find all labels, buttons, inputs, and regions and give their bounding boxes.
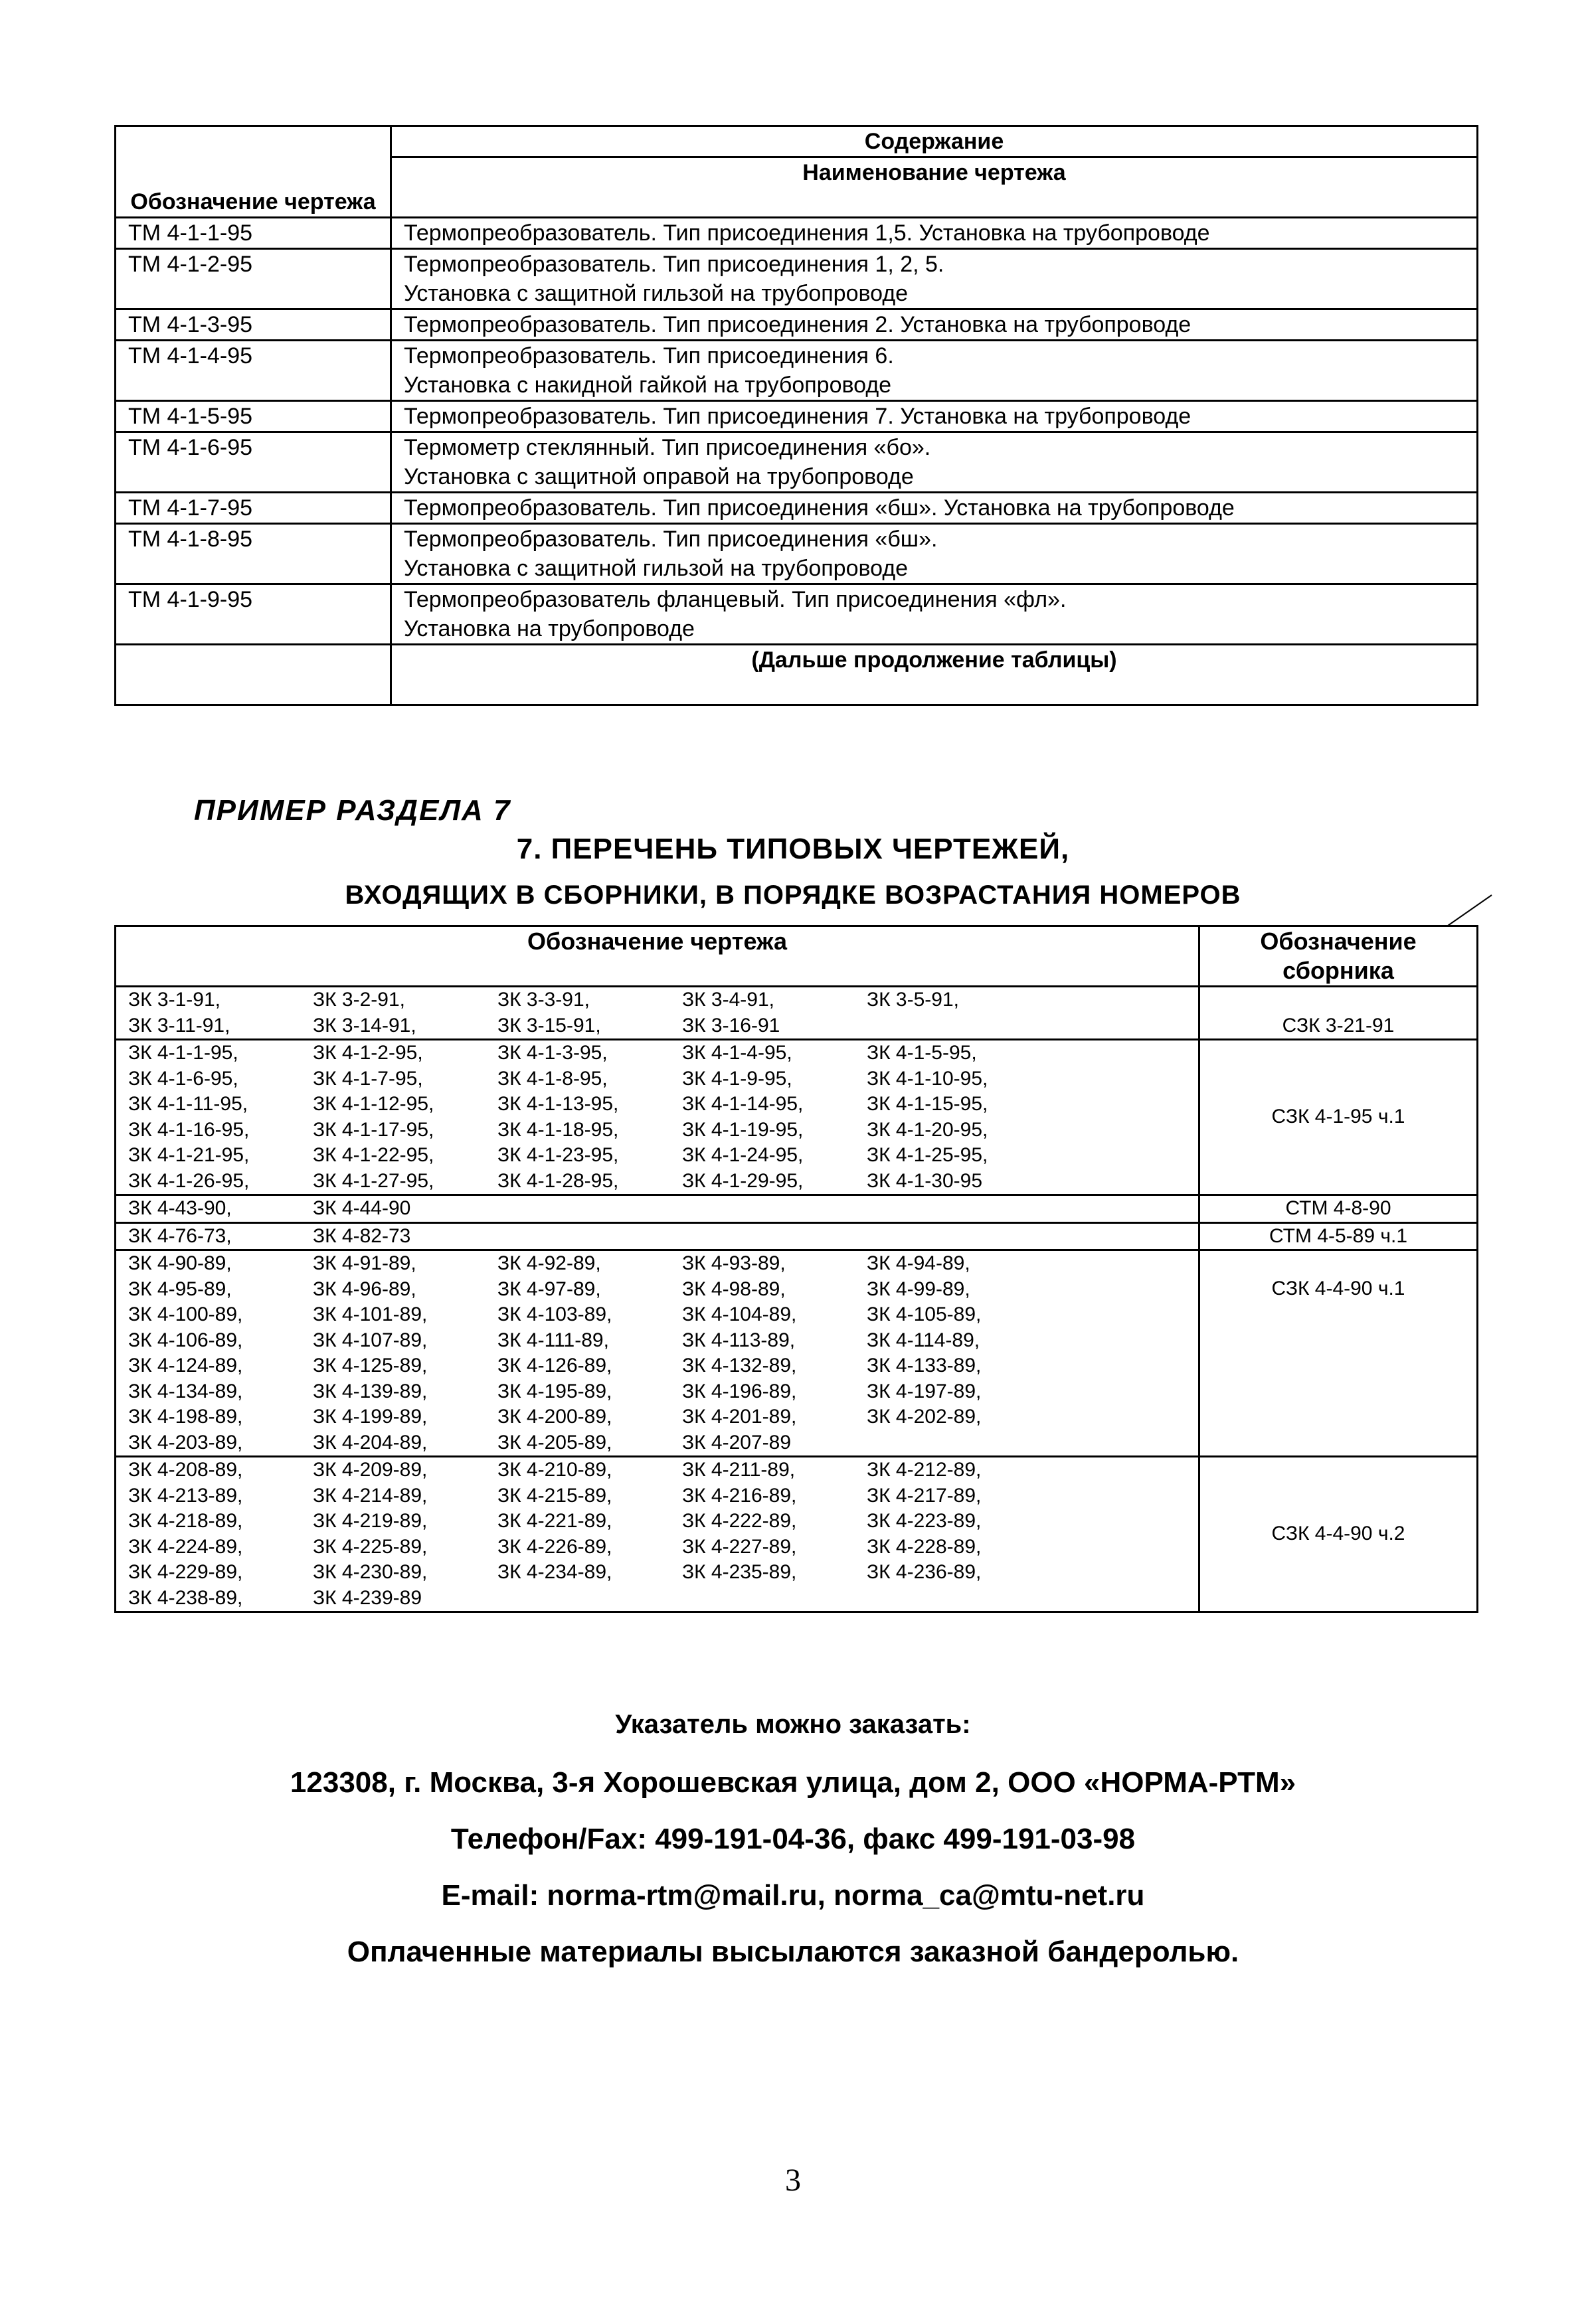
drawing-code-item: ЗК 4-211-89, — [682, 1459, 796, 1481]
drawing-codes-line — [128, 1586, 1186, 1612]
drawing-codes-line — [128, 1040, 1186, 1066]
drawing-codes-cell — [116, 1195, 1199, 1223]
drawing-name-line: Установка с защитной оправой на трубопроводе — [404, 464, 914, 489]
drawing-code: ТМ 4-1-5-95 — [116, 401, 391, 432]
drawing-code-item: ЗК 4-1-24-95, — [682, 1144, 804, 1166]
drawing-name-line: Установка с защитной гильзой на трубопроводе — [404, 281, 909, 306]
drawing-code-item: ЗК 4-227-89, — [682, 1535, 797, 1558]
drawing-name-line: Установка с защитной гильзой на трубопроводе — [404, 556, 909, 581]
drawing-code-item: ЗК 4-113-89, — [682, 1329, 796, 1351]
drawing-code-item: ЗК 4-44-90 — [313, 1197, 411, 1219]
drawing-code-item: ЗК 4-93-89, — [682, 1252, 786, 1274]
drawing-code-item: ЗК 4-203-89, — [128, 1431, 243, 1453]
drawing-code-item: ЗК 3-11-91, — [128, 1014, 230, 1037]
contents-row — [116, 584, 1478, 645]
drawing-codes-cell — [116, 987, 1199, 1040]
section-title-line1: 7. ПЕРЕЧЕНЬ ТИПОВЫХ ЧЕРТЕЖЕЙ, — [516, 833, 1070, 865]
collection-code: СЗК 4-4-90 ч.2 — [1199, 1457, 1478, 1612]
drawing-name-line: Термометр стеклянный. Тип присоединения «бо». — [404, 435, 931, 460]
drawing-code-item: ЗК 4-105-89, — [867, 1303, 982, 1325]
drawing-code: ТМ 4-1-2-95 — [116, 249, 391, 309]
drawing-code-item: ЗК 4-124-89, — [128, 1355, 243, 1376]
collection-group-row — [116, 987, 1478, 1040]
drawing-code-item: ЗК 4-1-9-95, — [682, 1067, 792, 1090]
drawing-code-item: ЗК 3-15-91, — [497, 1014, 601, 1037]
drawing-code-item: ЗК 4-229-89, — [128, 1561, 243, 1583]
contents-table — [114, 125, 1478, 706]
drawing-code-item: ЗК 4-212-89, — [867, 1459, 982, 1481]
drawing-code-item: ЗК 4-133-89, — [867, 1355, 982, 1376]
drawing-code-item: ЗК 4-1-19-95, — [682, 1118, 804, 1141]
drawing-name-line: Термопреобразователь фланцевый. Тип присоединения «фл». — [404, 587, 1067, 612]
drawing-code-item: ЗК 4-91-89, — [313, 1252, 416, 1274]
contents-row — [116, 341, 1478, 401]
drawing-name — [391, 341, 1478, 401]
drawing-code-item: ЗК 4-43-90, — [128, 1197, 232, 1219]
order-delivery: Оплаченные материалы высылаются заказной бандеролью. — [347, 1936, 1239, 1968]
drawing-codes-line — [128, 1535, 1186, 1560]
drawing-codes-line — [128, 1509, 1186, 1535]
drawing-code-item: ЗК 3-14-91, — [313, 1014, 416, 1037]
drawing-code-item: ЗК 4-223-89, — [867, 1510, 982, 1532]
drawing-code-item: ЗК 4-205-89, — [497, 1431, 612, 1453]
drawing-code-item: ЗК 4-90-89, — [128, 1252, 232, 1274]
section-title-line2: ВХОДЯЩИХ В СБОРНИКИ, В ПОРЯДКЕ ВОЗРАСТАНИЯ НОМЕРОВ — [345, 880, 1241, 910]
drawing-code-item: ЗК 4-1-18-95, — [497, 1118, 619, 1141]
contents-row — [116, 432, 1478, 493]
drawing-code: ТМ 4-1-4-95 — [116, 341, 391, 401]
drawing-code-item: ЗК 4-1-5-95, — [867, 1042, 977, 1064]
drawing-codes-line — [128, 1483, 1186, 1509]
drawing-code-item: ЗК 4-111-89, — [497, 1329, 609, 1351]
collection-code: СЗК 4-1-95 ч.1 — [1199, 1040, 1478, 1195]
collection-code: СТМ 4-8-90 — [1199, 1195, 1478, 1223]
drawing-code-item: ЗК 4-207-89 — [682, 1431, 792, 1453]
page-number: 3 — [785, 2163, 801, 2198]
drawing-code-item: ЗК 4-1-27-95, — [313, 1169, 434, 1192]
drawing-code-item: ЗК 4-1-4-95, — [682, 1042, 792, 1064]
drawing-codes-line — [128, 1404, 1186, 1430]
drawing-code-item: ЗК 4-94-89, — [867, 1252, 970, 1274]
drawing-code-item: ЗК 4-1-16-95, — [128, 1118, 250, 1141]
contents-row — [116, 249, 1478, 309]
drawing-codes-cell — [116, 1457, 1199, 1612]
drawing-code-item: ЗК 4-208-89, — [128, 1459, 243, 1481]
collection-code: СТМ 4-5-89 ч.1 — [1199, 1222, 1478, 1250]
drawing-code-item: ЗК 4-1-30-95 — [867, 1169, 983, 1192]
drawing-codes-line — [128, 1457, 1186, 1483]
drawing-code: ТМ 4-1-3-95 — [116, 309, 391, 341]
drawing-codes-line — [128, 987, 1186, 1013]
drawing-code-item: ЗК 4-103-89, — [497, 1303, 612, 1325]
drawing-code-item: ЗК 4-218-89, — [128, 1510, 243, 1532]
collection-group-row — [116, 1250, 1478, 1457]
drawing-codes-line — [128, 1092, 1186, 1118]
drawing-code-item: ЗК 4-228-89, — [867, 1535, 982, 1558]
drawing-codes-line — [128, 1196, 1186, 1222]
drawing-code-item: ЗК 4-1-17-95, — [313, 1118, 434, 1141]
drawing-code-item: ЗК 4-222-89, — [682, 1510, 797, 1532]
drawing-code: ТМ 4-1-7-95 — [116, 493, 391, 524]
drawing-code-item: ЗК 4-1-8-95, — [497, 1067, 608, 1090]
drawing-code: ТМ 4-1-8-95 — [116, 524, 391, 584]
drawing-code-item: ЗК 4-1-26-95, — [128, 1169, 250, 1192]
drawing-code-item: ЗК 4-224-89, — [128, 1535, 243, 1558]
drawing-code-item: ЗК 3-3-91, — [497, 989, 590, 1011]
drawing-code-item: ЗК 4-1-23-95, — [497, 1144, 619, 1166]
drawing-code-item: ЗК 4-1-20-95, — [867, 1118, 988, 1141]
drawing-codes-line — [128, 1277, 1186, 1303]
collection-designation-header — [1199, 926, 1478, 987]
drawing-code: ТМ 4-1-1-95 — [116, 218, 391, 249]
drawing-code-item: ЗК 4-126-89, — [497, 1355, 612, 1376]
drawing-code-item: ЗК 4-1-21-95, — [128, 1144, 250, 1166]
order-email: E-mail: norma-rtm@mail.ru, norma_ca@mtu-net.ru — [441, 1879, 1145, 1912]
empty-cell — [116, 645, 391, 705]
drawing-code-item: ЗК 4-236-89, — [867, 1561, 982, 1583]
drawing-code-item: ЗК 4-1-15-95, — [867, 1093, 988, 1115]
drawing-code-item: ЗК 4-195-89, — [497, 1380, 612, 1402]
drawing-code-item: ЗК 4-1-29-95, — [682, 1169, 804, 1192]
drawing-codes-line — [128, 1118, 1186, 1143]
drawing-code-item: ЗК 4-199-89, — [313, 1406, 428, 1428]
drawing-code-item: ЗК 3-4-91, — [682, 989, 774, 1011]
drawing-codes-line — [128, 1224, 1186, 1250]
drawing-code-item: ЗК 3-1-91, — [128, 989, 220, 1011]
drawing-code-item: ЗК 4-107-89, — [313, 1329, 428, 1351]
drawing-code-item: ЗК 4-197-89, — [867, 1380, 982, 1402]
contents-row — [116, 218, 1478, 249]
drawing-code-item: ЗК 4-238-89, — [128, 1586, 243, 1609]
drawing-code-item: ЗК 4-201-89, — [682, 1406, 797, 1428]
drawing-code-item: ЗК 4-204-89, — [313, 1431, 428, 1453]
drawing-code-item: ЗК 4-132-89, — [682, 1355, 797, 1376]
drawing-code-item: ЗК 3-5-91, — [867, 989, 959, 1011]
drawing-name-line: Установка на трубопроводе — [404, 616, 695, 641]
contents-row — [116, 493, 1478, 524]
drawing-code-item: ЗК 4-1-2-95, — [313, 1042, 423, 1064]
drawing-code-item: ЗК 4-200-89, — [497, 1406, 612, 1428]
drawing-codes-line — [128, 1066, 1186, 1092]
drawing-code-item: ЗК 4-216-89, — [682, 1484, 797, 1507]
drawing-code-item: ЗК 4-97-89, — [497, 1278, 601, 1300]
drawing-name — [391, 584, 1478, 645]
drawing-code-item: ЗК 4-1-6-95, — [128, 1067, 238, 1090]
designation-header-text: Обозначение чертежа — [130, 189, 376, 214]
drawing-code-item: ЗК 4-226-89, — [497, 1535, 612, 1558]
drawing-codes-line — [128, 1143, 1186, 1169]
drawing-name-line: Термопреобразователь. Тип присоединения 1, 2, 5. — [404, 252, 944, 277]
order-phone: Телефон/Fax: 499-191-04-36, факс 499-191-03-98 — [450, 1823, 1136, 1855]
drawing-name-line: Термопреобразователь. Тип присоединения 1,5. Установка на трубопроводе — [404, 220, 1210, 246]
name-header: Наименование чертежа — [391, 157, 1478, 218]
drawing-code-item: ЗК 4-214-89, — [313, 1484, 428, 1507]
drawing-codes-line — [128, 1251, 1186, 1277]
designation-header — [116, 126, 391, 218]
drawing-code-item: ЗК 4-1-28-95, — [497, 1169, 619, 1192]
drawing-code-item: ЗК 4-1-11-95, — [128, 1093, 248, 1115]
drawing-code-item: ЗК 4-104-89, — [682, 1303, 797, 1325]
collection-header-text: Обозначение сборника — [1260, 928, 1417, 984]
order-address: 123308, г. Москва, 3-я Хорошевская улица, дом 2, ООО «НОРМА-РТМ» — [290, 1766, 1296, 1799]
drawing-name-line: Термопреобразователь. Тип присоединения 6. — [404, 343, 894, 369]
drawing-code-item: ЗК 4-82-73 — [313, 1224, 411, 1247]
collection-code: СЗК 3-21-91 — [1199, 987, 1478, 1040]
drawing-code-item: ЗК 4-1-14-95, — [682, 1093, 804, 1115]
drawing-name-line: Термопреобразователь. Тип присоединения 7. Установка на трубопроводе — [404, 404, 1191, 429]
drawing-codes-line — [128, 1353, 1186, 1379]
drawing-code-item: ЗК 4-230-89, — [313, 1561, 428, 1583]
drawing-codes-cell — [116, 1250, 1199, 1457]
drawing-code-item: ЗК 4-225-89, — [313, 1535, 428, 1558]
drawing-code-item: ЗК 4-1-1-95, — [128, 1042, 238, 1064]
drawing-code-item: ЗК 4-95-89, — [128, 1278, 232, 1300]
contents-row — [116, 524, 1478, 584]
drawing-codes-line — [128, 1013, 1186, 1039]
drawing-code-item: ЗК 4-98-89, — [682, 1278, 786, 1300]
drawing-name — [391, 309, 1478, 341]
drawing-name — [391, 218, 1478, 249]
continuation-note: (Дальше продолжение таблицы) — [391, 645, 1478, 705]
drawing-designation-header: Обозначение чертежа — [116, 926, 1199, 987]
drawing-code-item: ЗК 4-1-7-95, — [313, 1067, 423, 1090]
drawing-code-item: ЗК 4-234-89, — [497, 1561, 612, 1583]
drawing-code-item: ЗК 4-219-89, — [313, 1510, 428, 1532]
drawing-name-line: Термопреобразователь. Тип присоединения «бш». — [404, 527, 938, 552]
drawing-name — [391, 432, 1478, 493]
drawing-code-item: ЗК 4-202-89, — [867, 1406, 982, 1428]
drawing-code-item: ЗК 4-96-89, — [313, 1278, 416, 1300]
continuation-row — [116, 645, 1478, 705]
order-heading: Указатель можно заказать: — [615, 1710, 971, 1739]
drawing-code: ТМ 4-1-6-95 — [116, 432, 391, 493]
drawing-code-item: ЗК 4-100-89, — [128, 1303, 243, 1325]
drawing-code-item: ЗК 4-76-73, — [128, 1224, 232, 1247]
drawing-name — [391, 524, 1478, 584]
drawing-name-line: Термопреобразователь. Тип присоединения «бш». Установка на трубопроводе — [404, 495, 1235, 521]
drawing-code-item: ЗК 4-106-89, — [128, 1329, 243, 1351]
drawing-name-line: Установка с накидной гайкой на трубопроводе — [404, 373, 892, 398]
contents-row — [116, 309, 1478, 341]
drawing-codes-cell — [116, 1040, 1199, 1195]
drawing-code-item: ЗК 4-1-3-95, — [497, 1042, 608, 1064]
collection-group-row — [116, 1040, 1478, 1195]
drawings-table — [114, 925, 1478, 1613]
section-example-label: ПРИМЕР РАЗДЕЛА 7 — [194, 794, 511, 827]
collection-code: СЗК 4-4-90 ч.1 — [1199, 1250, 1478, 1457]
drawing-code-item: ЗК 4-196-89, — [682, 1380, 797, 1402]
drawing-code-item: ЗК 4-1-25-95, — [867, 1144, 988, 1166]
drawing-code-item: ЗК 4-1-13-95, — [497, 1093, 619, 1115]
collection-group-row — [116, 1457, 1478, 1612]
contents-caption: Содержание — [391, 126, 1478, 157]
drawing-code-item: ЗК 4-101-89, — [313, 1303, 428, 1325]
drawing-code-item: ЗК 4-235-89, — [682, 1561, 797, 1583]
collection-group-row — [116, 1195, 1478, 1223]
drawing-code-item: ЗК 4-139-89, — [313, 1380, 428, 1402]
drawing-code-item: ЗК 4-217-89, — [867, 1484, 982, 1507]
drawing-code-item: ЗК 4-198-89, — [128, 1406, 243, 1428]
drawing-code-item: ЗК 4-114-89, — [867, 1329, 980, 1351]
drawing-code: ТМ 4-1-9-95 — [116, 584, 391, 645]
drawing-code-item: ЗК 4-1-12-95, — [313, 1093, 434, 1115]
drawing-codes-line — [128, 1430, 1186, 1456]
drawing-code-item: ЗК 3-2-91, — [313, 989, 405, 1011]
drawing-code-item: ЗК 4-134-89, — [128, 1380, 243, 1402]
drawing-name — [391, 401, 1478, 432]
contents-table-body — [116, 218, 1478, 705]
drawing-codes-line — [128, 1560, 1186, 1586]
drawing-codes-line — [128, 1169, 1186, 1195]
drawings-table-body — [116, 987, 1478, 1612]
drawing-codes-line — [128, 1302, 1186, 1328]
drawing-name — [391, 249, 1478, 309]
drawing-codes-line — [128, 1328, 1186, 1354]
drawing-name-line: Термопреобразователь. Тип присоединения 2. Установка на трубопроводе — [404, 312, 1191, 337]
drawing-code-item: ЗК 3-16-91 — [682, 1014, 780, 1037]
drawing-code-item: ЗК 4-209-89, — [313, 1459, 428, 1481]
contents-row — [116, 401, 1478, 432]
drawing-code-item: ЗК 4-125-89, — [313, 1355, 428, 1376]
drawing-code-item: ЗК 4-213-89, — [128, 1484, 243, 1507]
drawing-code-item: ЗК 4-1-22-95, — [313, 1144, 434, 1166]
drawing-codes-line — [128, 1379, 1186, 1405]
drawing-code-item: ЗК 4-92-89, — [497, 1252, 601, 1274]
drawing-codes-cell — [116, 1222, 1199, 1250]
drawing-code-item: ЗК 4-215-89, — [497, 1484, 612, 1507]
drawing-name — [391, 493, 1478, 524]
drawing-code-item: ЗК 4-221-89, — [497, 1510, 612, 1532]
drawing-code-item: ЗК 4-99-89, — [867, 1278, 970, 1300]
drawing-code-item: ЗК 4-1-10-95, — [867, 1067, 988, 1090]
drawing-code-item: ЗК 4-239-89 — [313, 1586, 422, 1609]
drawing-code-item: ЗК 4-210-89, — [497, 1459, 612, 1481]
collection-group-row — [116, 1222, 1478, 1250]
